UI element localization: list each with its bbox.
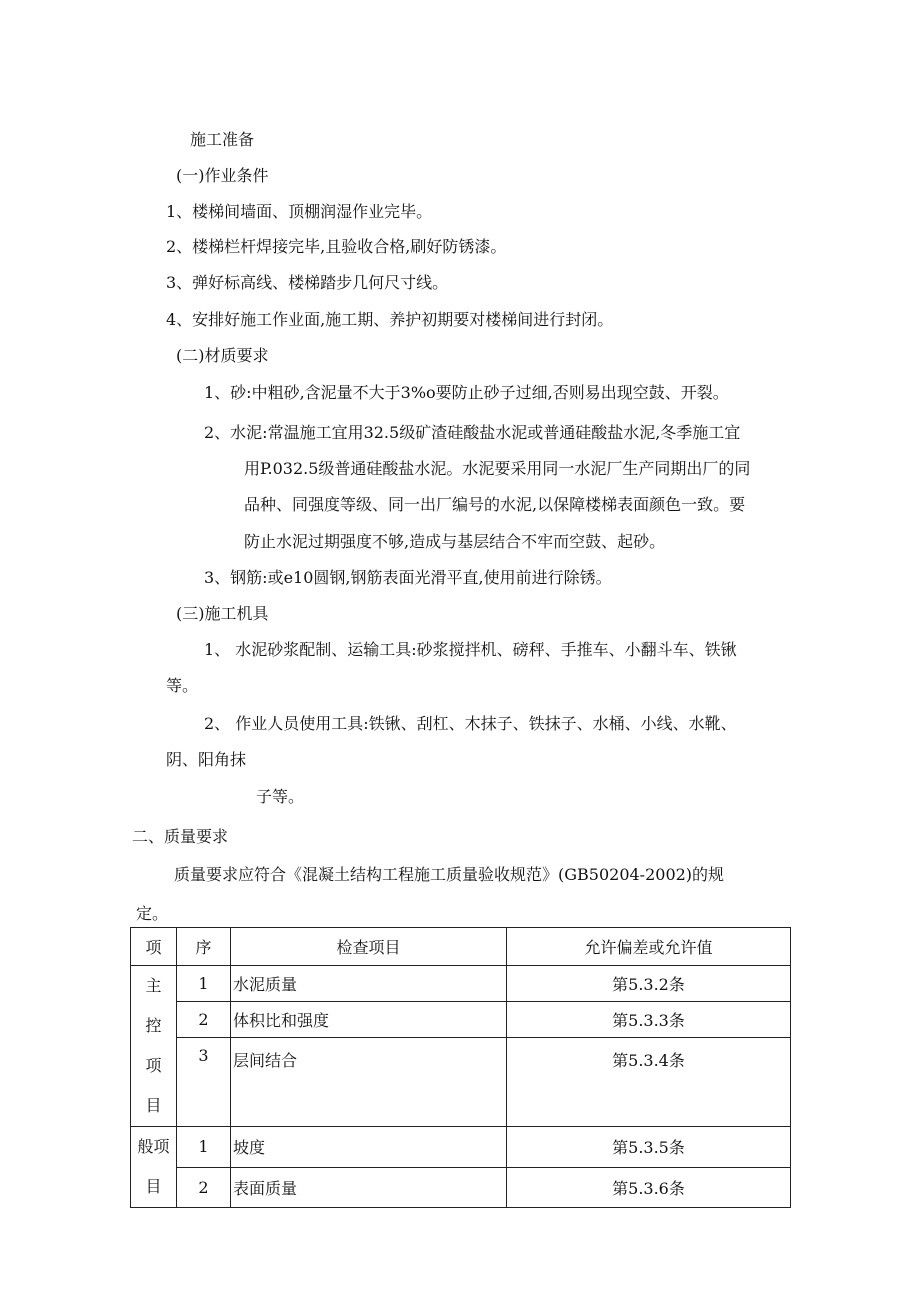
section-heading-quality: 二、质量要求 xyxy=(132,827,229,846)
group-char: 目 xyxy=(145,1096,162,1115)
row-item: 体积比和强度 xyxy=(231,1002,507,1038)
row-item: 水泥质量 xyxy=(231,966,507,1002)
row-item: 表面质量 xyxy=(231,1167,507,1208)
quality-inspection-table xyxy=(130,927,791,1208)
row-seq: 1 xyxy=(177,966,231,1002)
table-header-row xyxy=(131,928,791,966)
material-steel: 3、钢筋:或e10圆钢,钢筋表面光滑平直,使用前进行除锈。 xyxy=(204,568,612,587)
tool-item-line: 子等。 xyxy=(256,787,305,806)
material-cement-line: 品种、同强度等级、同一出厂编号的水泥,以保障楼梯表面颜色一致。要 xyxy=(244,495,746,514)
table-row xyxy=(131,1167,791,1208)
table-row xyxy=(131,966,791,1002)
tool-item-line: 阴、阳角抹 xyxy=(166,750,247,769)
main-control-group-label xyxy=(131,966,177,1127)
group-char: 项 xyxy=(145,1056,162,1075)
row-value: 第5.3.5条 xyxy=(507,1127,791,1168)
header-sequence: 序 xyxy=(177,928,231,966)
material-cement-line: 防止水泥过期强度不够,造成与基层结合不牢而空鼓、起砂。 xyxy=(244,532,666,551)
row-seq: 3 xyxy=(177,1038,231,1127)
tool-item-line: 2、 作业人员使用工具:铁锹、刮杠、木抹子、铁抹子、水桶、小线、水靴、 xyxy=(204,714,737,733)
group-char: 主 xyxy=(145,976,162,995)
row-seq: 2 xyxy=(177,1002,231,1038)
material-sand: 1、砂:中粗砂,含泥量不大于3%o要防止砂子过细,否则易出现空鼓、开裂。 xyxy=(204,383,729,402)
tool-item-line: 等。 xyxy=(166,676,199,695)
condition-item: 2、楼梯栏杆焊接完毕,且验收合格,刷好防锈漆。 xyxy=(166,237,507,256)
condition-item: 1、楼梯间墙面、顶棚润湿作业完毕。 xyxy=(166,202,433,221)
row-value: 第5.3.2条 xyxy=(507,966,791,1002)
material-cement-line: 2、水泥:常温施工宜用32.5级矿渣硅酸盐水泥或普通硅酸盐水泥,冬季施工宜 xyxy=(204,423,741,442)
group-char: 控 xyxy=(145,1016,162,1035)
row-item: 层间结合 xyxy=(231,1038,507,1127)
header-category: 项 xyxy=(131,928,177,966)
row-value: 第5.3.6条 xyxy=(507,1167,791,1208)
general-group-label xyxy=(131,1127,177,1208)
row-seq: 1 xyxy=(177,1127,231,1168)
table-row xyxy=(131,1038,791,1127)
subheading-material-requirements: (二)材质要求 xyxy=(176,346,269,365)
quality-intro-line: 定。 xyxy=(136,904,169,923)
tool-item-line: 1、 水泥砂浆配制、运输工具:砂浆搅拌机、磅秤、手推车、小翻斗车、铁锹 xyxy=(204,640,737,659)
material-cement-line: 用P.032.5级普通硅酸盐水泥。水泥要采用同一水泥厂生产同期出厂的同 xyxy=(244,459,751,478)
group-char: 般项 xyxy=(137,1137,170,1156)
group-char: 目 xyxy=(145,1177,162,1196)
row-item: 坡度 xyxy=(231,1127,507,1168)
subheading-work-conditions: (一)作业条件 xyxy=(176,166,269,185)
table-row xyxy=(131,1002,791,1038)
table-row xyxy=(131,1127,791,1168)
row-value: 第5.3.3条 xyxy=(507,1002,791,1038)
row-seq: 2 xyxy=(177,1167,231,1208)
row-value: 第5.3.4条 xyxy=(507,1038,791,1127)
condition-item: 4、安排好施工作业面,施工期、养护初期要对楼梯间进行封闭。 xyxy=(166,310,614,329)
header-inspection-item: 检查项目 xyxy=(231,928,507,966)
subheading-construction-tools: (三)施工机具 xyxy=(176,604,269,623)
quality-intro-line: 质量要求应符合《混凝土结构工程施工质量验收规范》(GB50204-2002)的规 xyxy=(174,865,725,884)
header-allowed-value: 允许偏差或允许值 xyxy=(507,928,791,966)
condition-item: 3、弹好标高线、楼梯踏步几何尺寸线。 xyxy=(166,273,449,292)
section-heading-construction-prep: 施工准备 xyxy=(190,130,255,149)
